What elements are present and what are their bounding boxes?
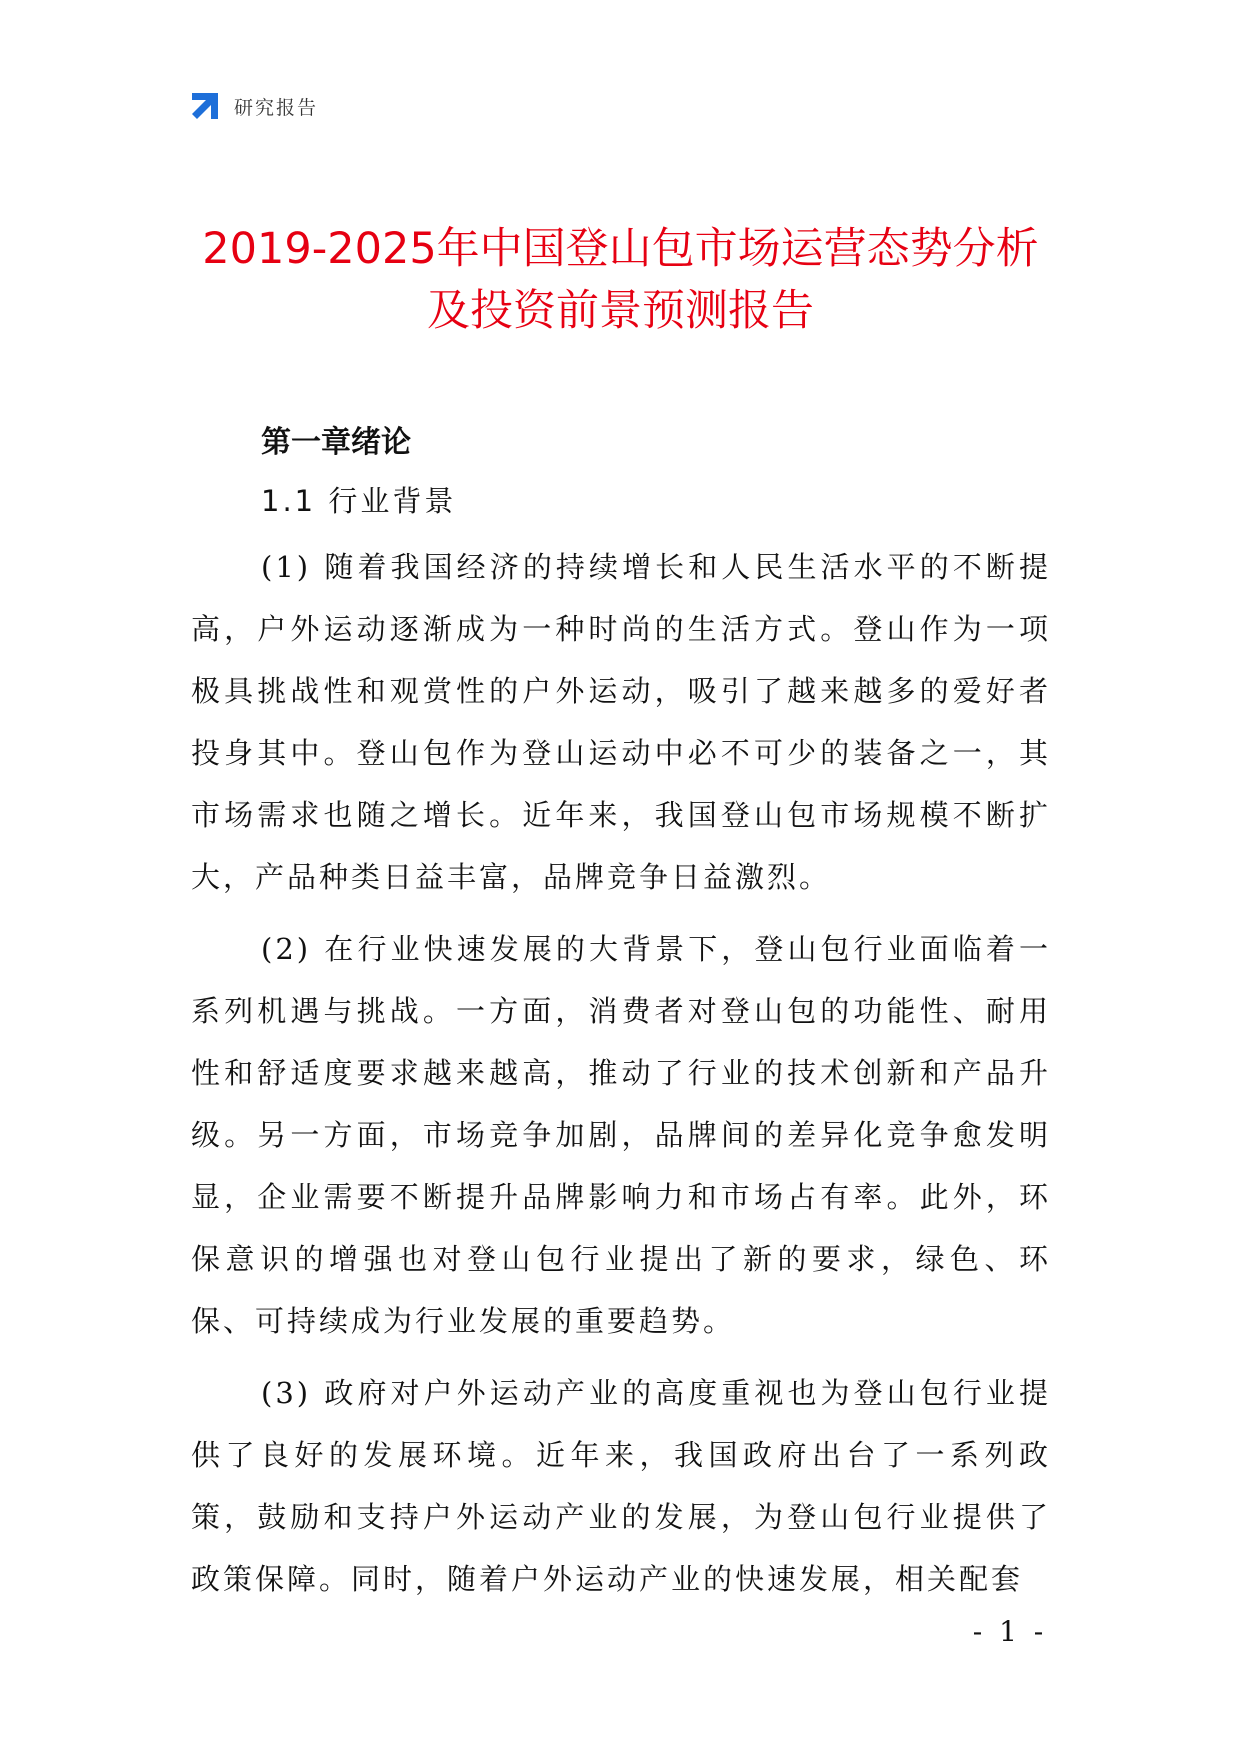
header-label: 研究报告 <box>234 96 319 119</box>
paragraph-2: (2) 在行业快速发展的大背景下，登山包行业面临着一系列机遇与挑战。一方面，消费者对登山包的功能性、耐用性和舒适度要求越来越高，推动了行业的技术创新和产品升级。另一方面，市场竞争加剧，品牌间的差异化竞争愈发明显，企业需要不断提升品牌影响力和市场占有率。此外，环保意识的增强也对登山包行业提出了新的要求，绿色、环保、可持续成为行业发展的重要趋势。 <box>191 932 1051 1338</box>
title-line-2: 及投资前景预测报告 <box>427 286 814 336</box>
section-heading: 1.1 行业背景 <box>261 484 457 518</box>
paragraph-1: (1) 随着我国经济的持续增长和人民生活水平的不断提高，户外运动逐渐成为一种时尚的生活方式。登山作为一项极具挑战性和观赏性的户外运动，吸引了越来越多的爱好者投身其中。登山包作为登山运动中必不可少的装备之一，其市场需求也随之增长。近年来，我国登山包市场规模不断扩大，产品种类日益丰富，品牌竞争日益激烈。 <box>191 550 1051 894</box>
chapter-heading: 第一章绪论 <box>261 425 411 460</box>
document-body <box>191 418 1051 1620</box>
page-number: - 1 - <box>972 1615 1048 1648</box>
arrow-up-right-icon <box>188 89 222 123</box>
report-header <box>188 88 318 124</box>
title-line-1: 2019-2025年中国登山包市场运营态势分析 <box>202 224 1039 274</box>
paragraph-3: (3) 政府对户外运动产业的高度重视也为登山包行业提供了良好的发展环境。近年来，我国政府出台了一系列政策，鼓励和支持户外运动产业的发展，为登山包行业提供了政策保障。同时，随着户外运动产业的快速发展，相关配套 <box>191 1376 1051 1596</box>
document-title <box>150 218 1091 342</box>
